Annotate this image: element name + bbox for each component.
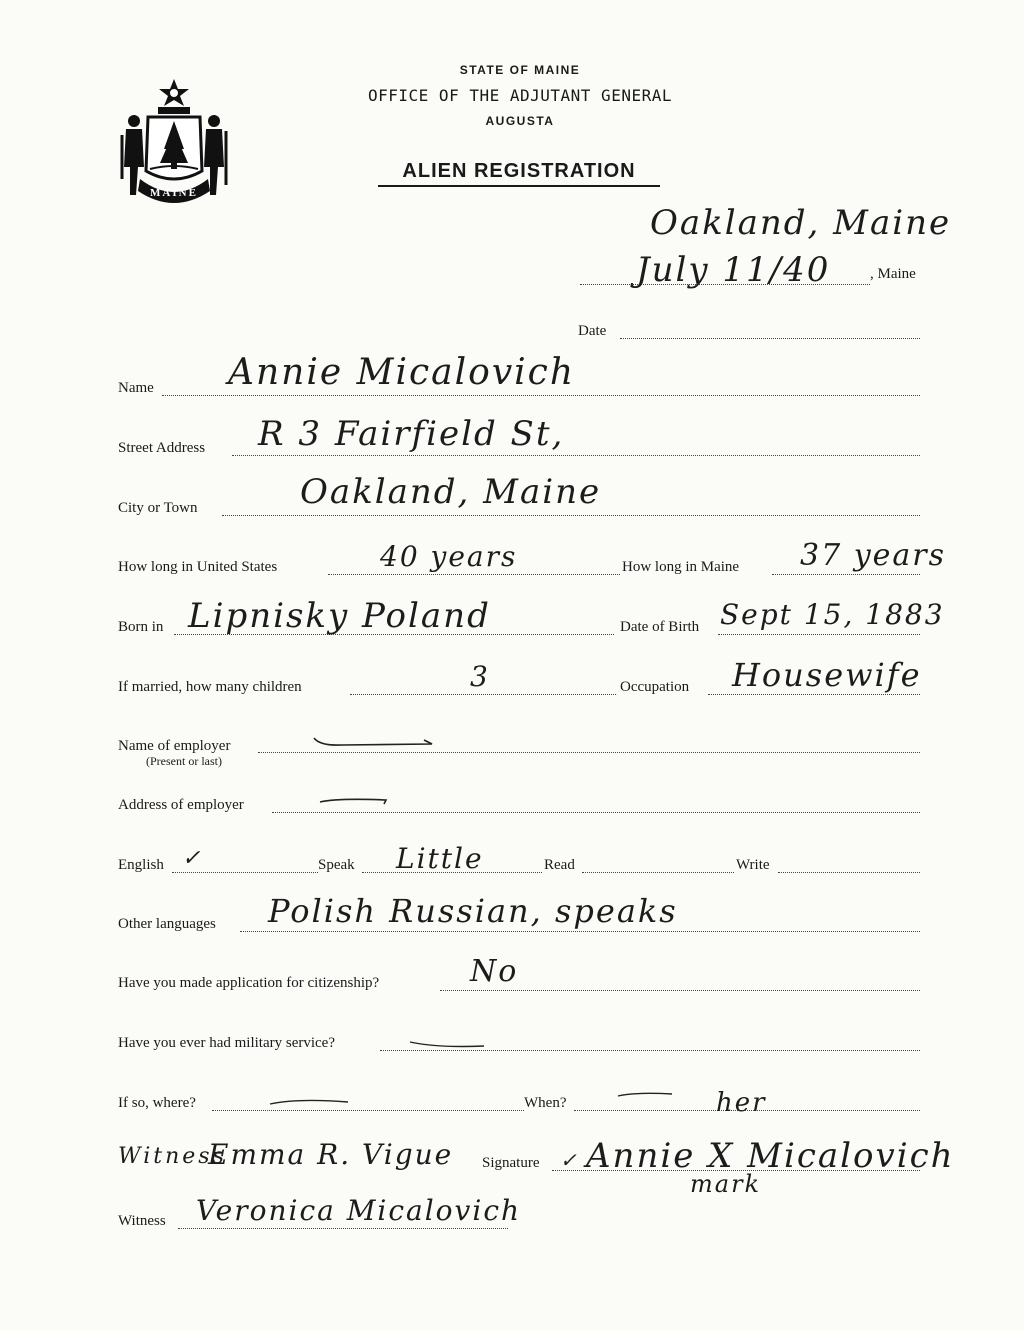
employer-name-label: Name of employer: [118, 738, 231, 754]
witness-label: Witness: [118, 1213, 166, 1229]
years-us-handwriting: 40 years: [380, 540, 518, 573]
children-label: If married, how many children: [118, 679, 302, 695]
date-of-birth-handwriting: Sept 15, 1883: [720, 598, 945, 631]
occupation-label: Occupation: [620, 679, 690, 695]
born-in-label: Born in: [118, 619, 164, 635]
read-label: Read: [544, 857, 575, 873]
employer-name-line: [258, 752, 920, 753]
military-service-label: Have you ever had military service?: [118, 1035, 335, 1051]
read-line: [582, 872, 734, 873]
office-heading: OFFICE OF THE ADJUTANT GENERAL: [368, 86, 672, 105]
employer-address-line: [272, 812, 920, 813]
street-address-line: [232, 455, 920, 456]
street-handwriting: R 3 Fairfield St,: [258, 414, 565, 454]
write-line: [778, 872, 920, 873]
date-label: Date: [578, 323, 607, 339]
military-service-dash-mark: [408, 1038, 488, 1050]
if-so-where-label: If so, where?: [118, 1095, 196, 1111]
form-title: ALIEN REGISTRATION: [378, 160, 660, 187]
citizenship-handwriting: No: [470, 954, 519, 989]
born-in-handwriting: Lipnisky Poland: [188, 596, 491, 636]
city-handwriting: Oakland, Maine: [300, 472, 602, 512]
when-label: When?: [524, 1095, 567, 1111]
witness-left-handwriting: Emma R. Vigue: [208, 1138, 454, 1171]
signature-below-handwriting: mark: [690, 1170, 762, 1198]
occupation-handwriting: Housewife: [732, 656, 922, 694]
how-long-maine-line: [772, 574, 920, 575]
state-heading: STATE OF MAINE: [459, 63, 581, 77]
date-of-birth-label: Date of Birth: [620, 619, 700, 635]
how-long-us-line: [328, 574, 620, 575]
city-town-line: [222, 515, 920, 516]
how-long-us-label: How long in United States: [118, 559, 278, 575]
place-handwriting: Oakland, Maine: [650, 203, 952, 243]
maine-suffix-label: , Maine: [870, 266, 916, 282]
seal-banner-text: MAINE: [150, 187, 198, 199]
occupation-line: [708, 694, 920, 695]
speak-label: Speak: [318, 857, 355, 873]
city-heading: AUGUSTA: [485, 114, 555, 128]
employer-note-label: (Present or last): [146, 754, 222, 768]
if-so-where-line: [212, 1110, 524, 1111]
citizenship-line: [440, 990, 920, 991]
name-label: Name: [118, 380, 154, 396]
employer-address-label: Address of employer: [118, 797, 244, 813]
name-handwriting: Annie Micalovich: [228, 352, 576, 393]
other-languages-handwriting: Polish Russian, speaks: [268, 892, 678, 930]
where-dash-mark: [268, 1094, 352, 1108]
employer-address-dash-mark: [318, 796, 392, 808]
signature-check-mark: ✓: [560, 1148, 579, 1172]
date-of-birth-line: [718, 634, 920, 635]
military-service-line: [380, 1050, 920, 1051]
name-line: [162, 395, 920, 396]
street-address-label: Street Address: [118, 440, 206, 456]
signature-handwriting: Annie X Micalovich: [586, 1136, 955, 1176]
write-label: Write: [736, 857, 770, 873]
english-label: English: [118, 857, 164, 873]
date-line-handwriting: July 11/40: [636, 250, 831, 290]
signature-above-handwriting: her: [716, 1088, 767, 1118]
when-dash-mark: [616, 1090, 676, 1100]
city-town-label: City or Town: [118, 500, 198, 516]
citizenship-label: Have you made application for citizenship?: [118, 975, 380, 991]
employer-name-dash-mark: [312, 734, 436, 750]
speak-handwriting: Little: [396, 842, 484, 875]
witness-line: [178, 1228, 508, 1229]
years-maine-handwriting: 37 years: [800, 538, 947, 573]
children-handwriting: 3: [470, 660, 490, 693]
english-check-mark: ✓: [182, 846, 203, 871]
how-long-maine-label: How long in Maine: [622, 559, 740, 575]
witness-left-prefix-handwriting: Witness: [118, 1144, 227, 1169]
signature-label: Signature: [482, 1155, 540, 1171]
children-line: [350, 694, 616, 695]
other-languages-label: Other languages: [118, 916, 216, 932]
other-languages-line: [240, 931, 920, 932]
english-line: [172, 872, 318, 873]
witness-bottom-handwriting: Veronica Micalovich: [196, 1194, 522, 1227]
date-line: [620, 338, 920, 339]
